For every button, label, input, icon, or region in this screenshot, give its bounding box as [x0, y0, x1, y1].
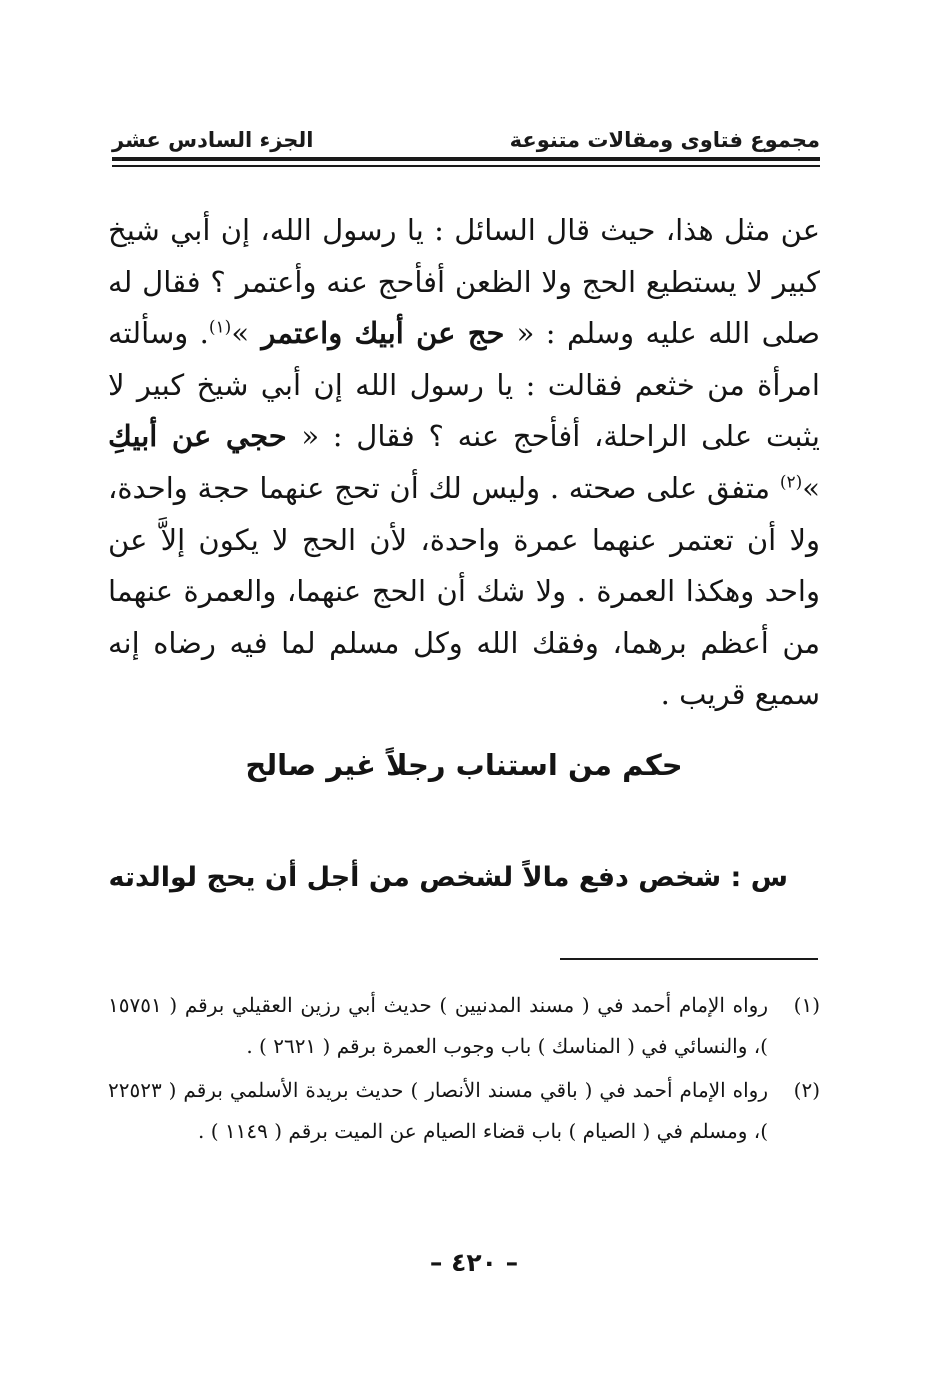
question-text: س : شخص دفع مالاً لشخص من أجل أن يحج لوالدته [108, 862, 788, 893]
section-title: حكم من استناب رجلاً غير صالح [245, 748, 683, 782]
body-part-3: متفق على صحته . وليس لك أن تحج عنهما حجة واحدة، ولا أن تعتمر عنهما عمرة واحدة، لأن الحج لا يكون إلاَّ عن واحد وهكذا العمرة . ولا شك أن الحج عنهما، والعمرة عنهما من أعظم برهما، وفقك الله وكل مسلم لما فيه رضاه إنه سميع قريب . [108, 470, 820, 712]
footnote-number: (١) [793, 993, 820, 1017]
body-part-1: عن مثل هذا، حيث قال السائل : يا رسول الله، إن أبي شيخ كبير لا يستطيع الحج ولا الظعن أفأحج عنه وأعتمر ؟ فقال له صلى الله عليه وسلم : « [108, 213, 820, 351]
hadith-quote-2: حجي عن أبيكِ [108, 419, 302, 454]
volume-label: الجزء السادس عشر [112, 128, 314, 152]
header-rule-thin [112, 165, 820, 167]
body-paragraph: عن مثل هذا، حيث قال السائل : يا رسول الله، إن أبي شيخ كبير لا يستطيع الحج ولا الظعن أفأحج عنه وأعتمر ؟ فقال له صلى الله عليه وسلم : « حج عن أبيك واعتمر »$^{(١)}$. وسألته امرأة من خثعم فقالت : يا رسول الله إن أبي شيخ كبير لا يثبت على الراحلة، أفأحج عنه ؟ فقال : « حجي عن أبيكِ »$^{(٢)}$ متفق على صحته . وليس لك أن تحج عنهما حجة واحدة، ولا أن تعتمر عنهما عمرة واحدة، لأن الحج لا يكون إلاَّ عن واحد وهكذا العمرة . ولا شك أن الحج عنهما، والعمرة عنهما من أعظم برهما، وفقك الله وكل مسلم لما فيه رضاه إنه سميع قريب . [108, 213, 820, 712]
hadith-quote-1: حج عن أبيك واعتمر [249, 316, 517, 351]
page-number: – ٤٢٠ – [429, 1248, 519, 1277]
footnote-ref-1[interactable]: (١) [208, 317, 232, 338]
main-text [108, 205, 820, 721]
footnote-number: (٢) [793, 1078, 820, 1102]
footnote-item [108, 1070, 820, 1152]
footnote-text: رواه الإمام أحمد في ( باقي مسند الأنصار ) حديث بريدة الأسلمي برقم ( ٢٢٥٢٣ )، ومسلم في ( الصيام ) باب قضاء الصيام عن الميت برقم ( ١١٤٩ ) . [108, 1078, 768, 1143]
header-rule-thick [112, 157, 820, 161]
running-header [112, 112, 820, 152]
footnotes [108, 985, 820, 1155]
book-title: مجموع فتاوى ومقالات متنوعة [509, 128, 820, 152]
footnote-separator [560, 958, 818, 960]
footnote-text: رواه الإمام أحمد في ( مسند المدنيين ) حديث أبي رزين العقيلي برقم ( ١٥٧٥١ )، والنسائي في ( المناسك ) باب وجوب العمرة برقم ( ٢٦٢١ ) . [108, 993, 768, 1058]
body-part-2: . وسألته امرأة من خثعم فقالت : يا رسول الله إن أبي شيخ كبير لا يثبت على الراحلة، أفأحج عنه ؟ فقال : « [108, 316, 820, 454]
footnote-item [108, 985, 820, 1067]
footnote-ref-2[interactable]: (٢) [779, 472, 803, 493]
